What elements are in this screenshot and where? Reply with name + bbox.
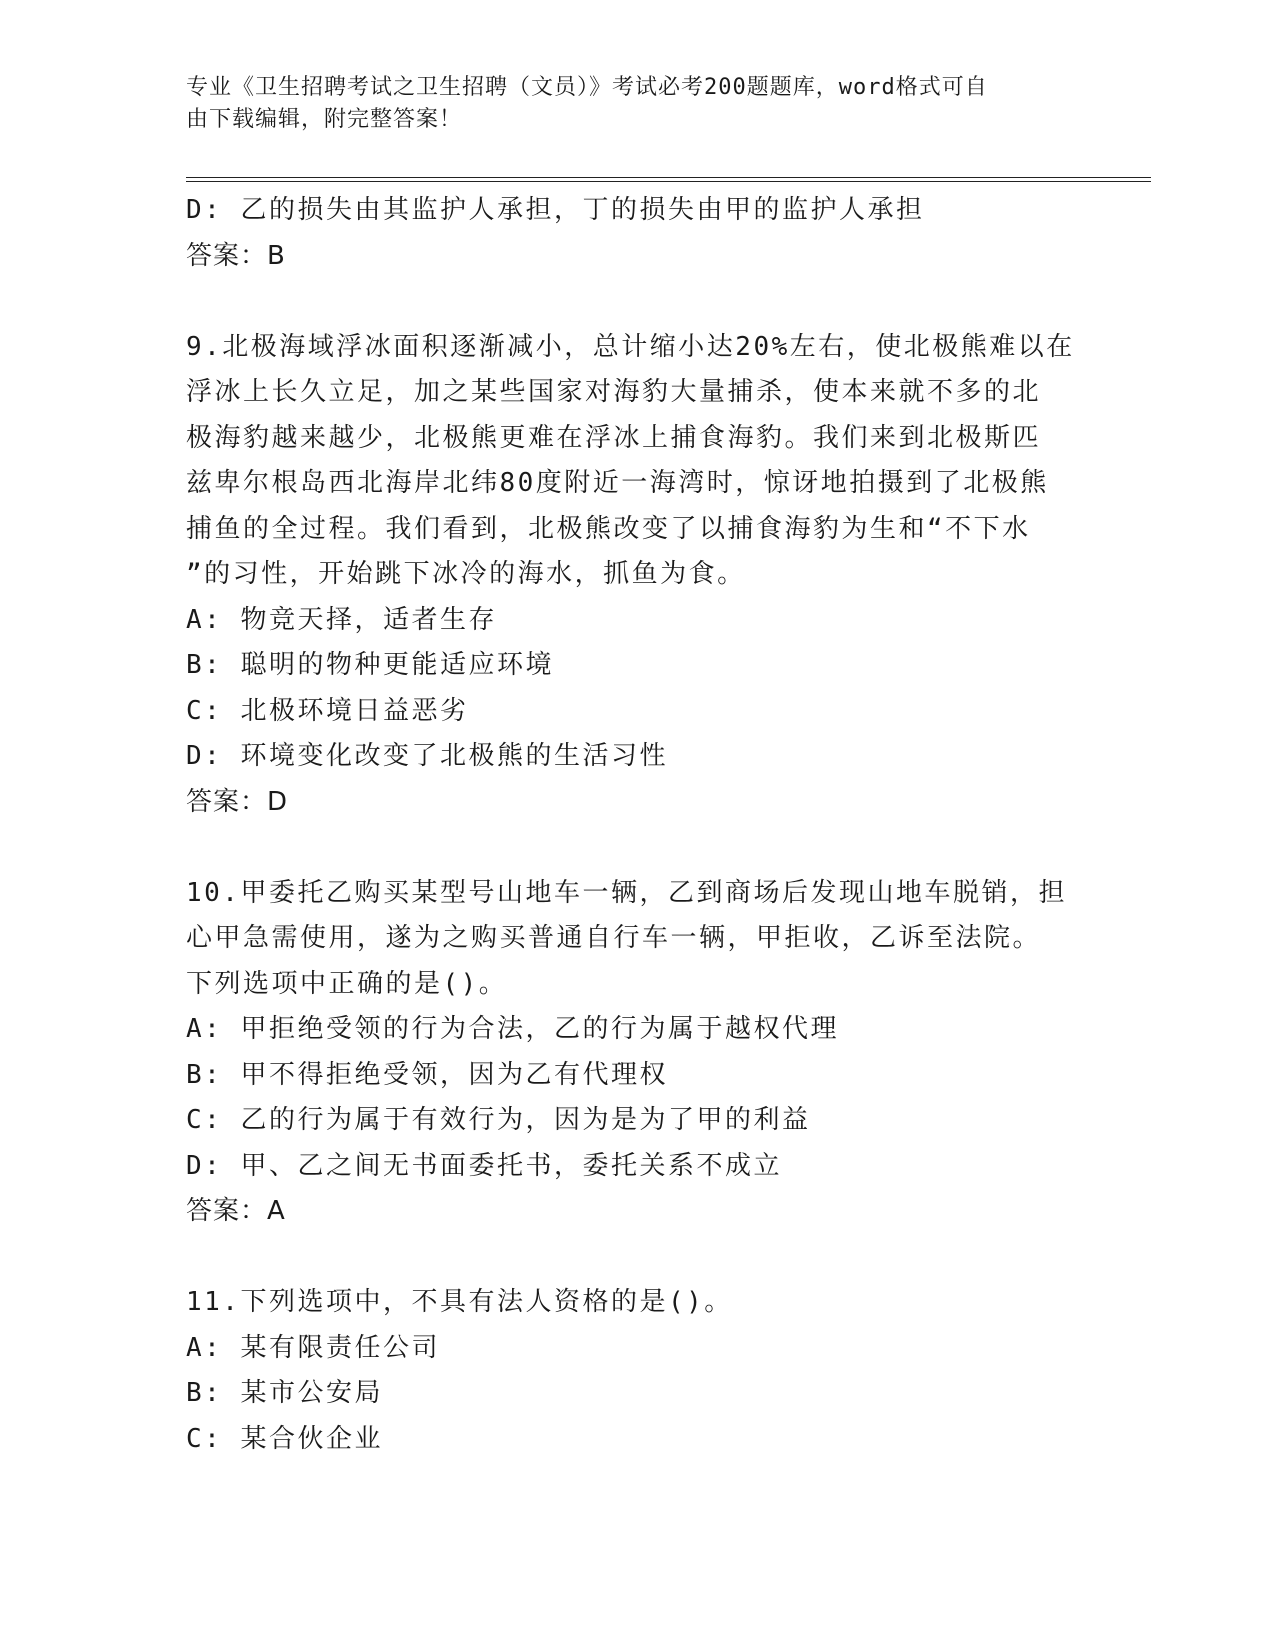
answer-text: 答案：D (186, 786, 289, 817)
header-divider (186, 177, 1151, 178)
question-stem-line: 浮冰上长久立足，加之某些国家对海豹大量捕杀，使本来就不多的北 (186, 377, 1042, 407)
option-a: A: 物竞天择，适者生存 (186, 604, 497, 635)
question-stem-line: 心甲急需使用，遂为之购买普通自行车一辆，甲拒收，乙诉至法院。 (186, 923, 1042, 953)
document-body (186, 188, 1086, 1462)
option-d: D: 环境变化改变了北极熊的生活习性 (186, 741, 668, 771)
spacer (186, 1235, 1086, 1281)
option-c: C: 乙的行为属于有效行为，因为是为了甲的利益 (186, 1105, 811, 1135)
question-9 (186, 325, 1086, 826)
header-line: 由下载编辑，附完整答案！ (186, 107, 463, 132)
header-line: 专业《卫生招聘考试之卫生招聘（文员）》考试必考200题题库，word格式可自 (186, 75, 988, 100)
question-11 (186, 1280, 1086, 1462)
option-a: A: 某有限责任公司 (186, 1332, 440, 1363)
option-b: B: 聪明的物种更能适应环境 (186, 650, 554, 680)
question-stem-line: 下列选项中正确的是()。 (186, 968, 508, 999)
question-stem-line: 兹卑尔根岛西北海岸北纬80度附近一海湾时，惊讶地拍摄到了北极熊 (186, 468, 1049, 498)
option-d: D: 乙的损失由其监护人承担，丁的损失由甲的监护人承担 (186, 195, 925, 225)
option-b: B: 某市公安局 (186, 1378, 383, 1408)
answer-text: 答案：B (186, 240, 286, 271)
question-stem-line: 极海豹越来越少，北极熊更难在浮冰上捕食海豹。我们来到北极斯匹 (186, 422, 1042, 453)
option-c: C: 北极环境日益恶劣 (186, 695, 469, 726)
answer-text: 答案：A (186, 1196, 286, 1226)
question-stem-line: 9.北极海域浮冰面积逐渐减小，总计缩小达20%左右，使北极熊难以在 (186, 331, 1075, 362)
question-stem-line: 11.下列选项中，不具有法人资格的是()。 (186, 1287, 733, 1317)
header-divider (186, 181, 1151, 182)
question-stem-line: 10.甲委托乙购买某型号山地车一辆，乙到商场后发现山地车脱销，担 (186, 877, 1067, 908)
question-10 (186, 871, 1086, 1235)
option-c: C: 某合伙企业 (186, 1423, 383, 1454)
document-header (186, 72, 1066, 136)
option-a: A: 甲拒绝受领的行为合法，乙的行为属于越权代理 (186, 1014, 839, 1044)
question-stem-line: 捕鱼的全过程。我们看到，北极熊改变了以捕食海豹为生和“不下水 (186, 513, 1031, 544)
spacer (186, 825, 1086, 871)
question-stem-line: ”的习性，开始跳下冰冷的海水，抓鱼为食。 (186, 559, 746, 589)
option-b: B: 甲不得拒绝受领，因为乙有代理权 (186, 1059, 668, 1090)
spacer (186, 279, 1086, 325)
question-8-tail (186, 188, 1086, 279)
option-d: D: 甲、乙之间无书面委托书，委托关系不成立 (186, 1150, 782, 1181)
